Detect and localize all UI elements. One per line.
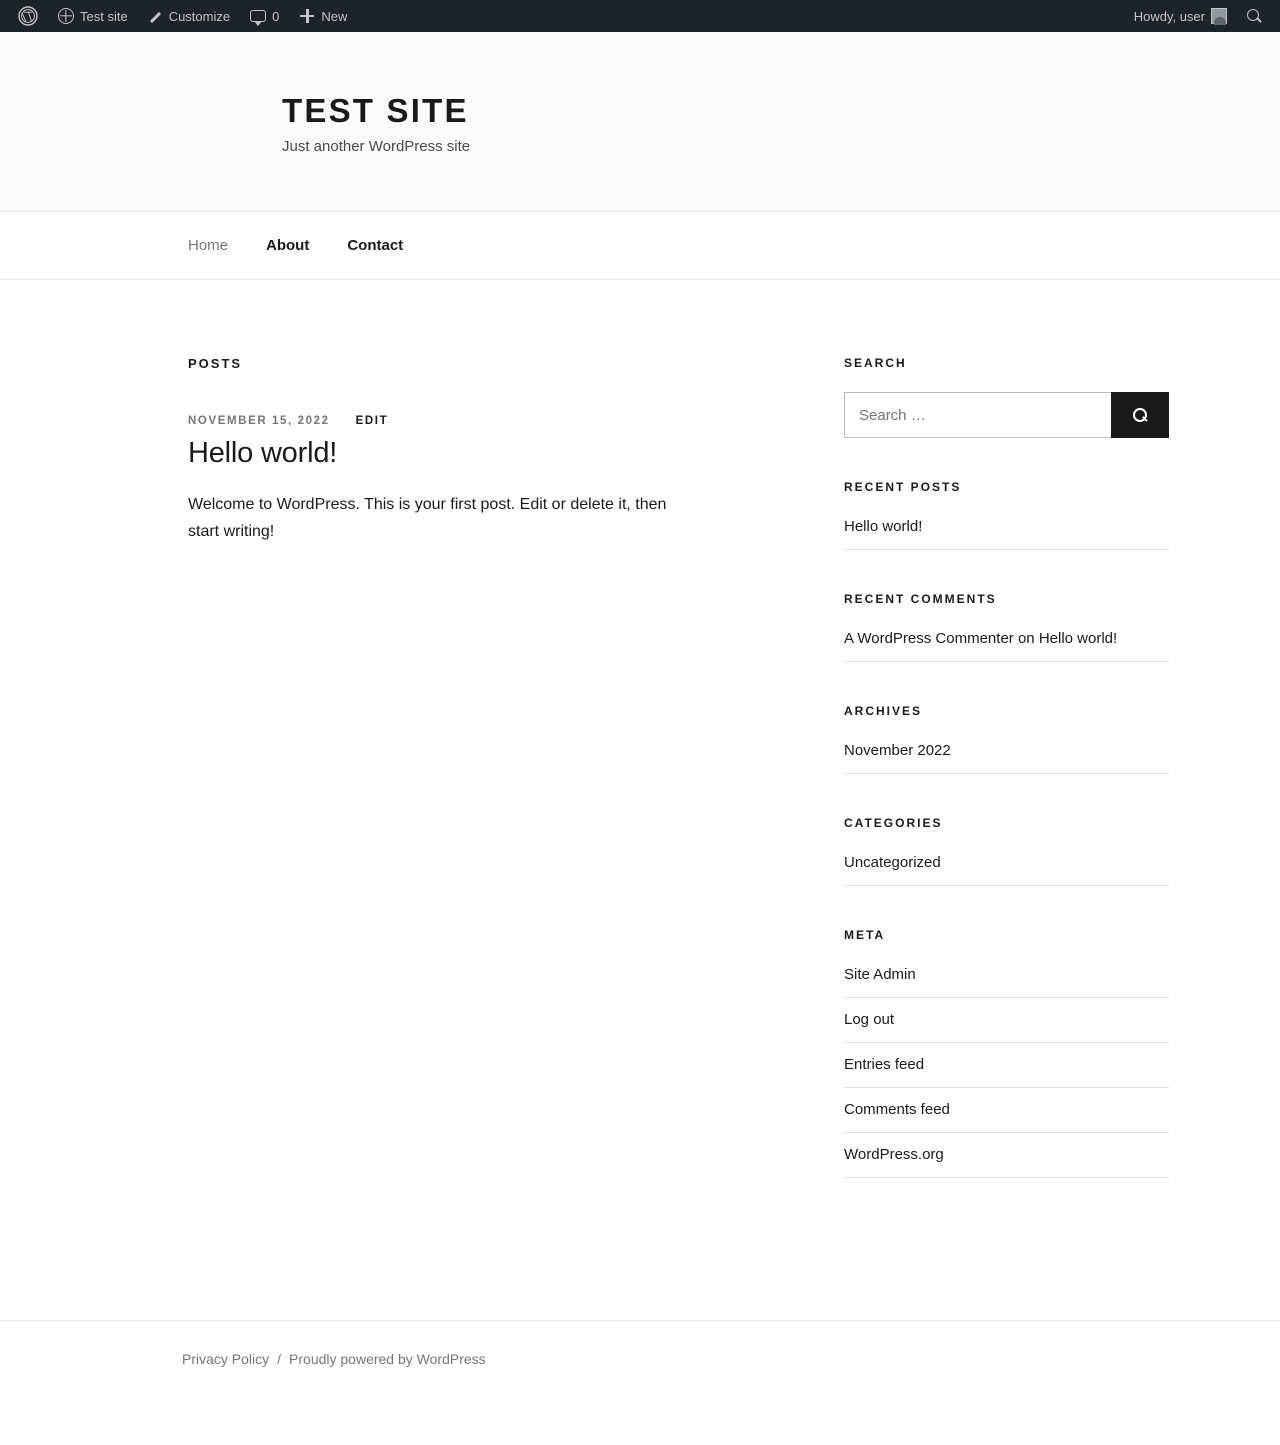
nav-item-home[interactable] — [188, 237, 228, 255]
adminbar-item-comments[interactable] — [240, 0, 289, 32]
primary-navigation — [0, 212, 1280, 280]
avatar — [1211, 8, 1227, 24]
comment-icon — [250, 10, 266, 22]
adminbar-new-label: New — [321, 8, 348, 24]
post-date-link[interactable]: NOVEMBER 15, 2022 — [188, 415, 330, 427]
widget-meta — [844, 928, 1169, 1178]
archive-link[interactable]: November 2022 — [844, 742, 951, 759]
posts-section-heading: POSTS — [188, 356, 243, 371]
search-icon — [1247, 9, 1262, 24]
list-item[interactable] — [844, 964, 1169, 998]
post-article — [188, 415, 764, 545]
widget-archives-title: ARCHIVES — [844, 704, 923, 718]
category-link[interactable]: Uncategorized — [844, 854, 941, 871]
list-item[interactable] — [844, 1088, 1169, 1133]
page-title[interactable]: TEST SITE — [282, 92, 469, 129]
post-excerpt: Welcome to WordPress. This is your first post. Edit or delete it, then start writing! — [188, 496, 667, 540]
meta-link-log-out[interactable]: Log out — [844, 1011, 895, 1028]
search-icon — [1133, 408, 1148, 423]
adminbar-comment-count: 0 — [272, 8, 280, 24]
nav-link-home[interactable]: Home — [188, 237, 229, 254]
recent-posts-list — [844, 516, 1169, 550]
adminbar-item-site[interactable] — [48, 0, 138, 32]
site-tagline: Just another WordPress site — [282, 138, 471, 155]
list-item[interactable] — [844, 852, 1169, 886]
widget-archives — [844, 704, 1169, 774]
sidebar — [844, 356, 1169, 1220]
widget-recent-posts-title: RECENT POSTS — [844, 480, 962, 494]
comment-post-link[interactable]: Hello world! — [1038, 630, 1118, 647]
nav-item-about[interactable] — [266, 237, 309, 255]
post-title-link[interactable]: Hello world! — [188, 437, 338, 469]
list-item[interactable] — [844, 516, 1169, 550]
meta-link-comments-feed[interactable]: Comments feed — [844, 1101, 950, 1118]
archives-list — [844, 740, 1169, 774]
search-submit-button[interactable] — [1111, 392, 1169, 438]
recent-comments-list — [844, 628, 1169, 662]
list-item[interactable] — [844, 1133, 1169, 1178]
pencil-icon — [148, 9, 163, 24]
list-item[interactable] — [844, 998, 1169, 1043]
adminbar-howdy-label: Howdy, user — [1133, 8, 1205, 24]
plus-icon — [299, 8, 315, 24]
admin-bar — [0, 0, 1280, 32]
widget-search — [844, 356, 1169, 438]
site-header — [0, 32, 1280, 212]
post-edit-link[interactable]: EDIT — [355, 415, 389, 427]
list-item[interactable] — [844, 740, 1169, 774]
nav-link-about[interactable]: About — [266, 237, 310, 254]
footer-separator: / — [277, 1351, 282, 1367]
meta-list — [844, 964, 1169, 1178]
nav-link-contact[interactable]: Contact — [347, 237, 404, 254]
adminbar-item-customize[interactable] — [138, 0, 240, 32]
widget-search-title: SEARCH — [844, 356, 907, 370]
dashboard-icon — [58, 8, 74, 24]
categories-list — [844, 852, 1169, 886]
comment-author-link[interactable]: A WordPress Commenter — [844, 630, 1014, 647]
widget-recent-comments-title: RECENT COMMENTS — [844, 592, 997, 606]
content-area — [0, 280, 1280, 1320]
footer-credit-link[interactable]: Proudly powered by WordPress — [289, 1351, 486, 1367]
nav-item-contact[interactable] — [347, 237, 403, 255]
meta-link-site-admin[interactable]: Site Admin — [844, 966, 916, 983]
search-input[interactable] — [844, 392, 1111, 438]
widget-categories — [844, 816, 1169, 886]
wordpress-logo-icon[interactable] — [8, 0, 48, 32]
post-title — [188, 437, 764, 470]
list-item[interactable] — [844, 628, 1169, 662]
meta-link-wordpress-org[interactable]: WordPress.org — [844, 1146, 944, 1163]
post-meta — [188, 415, 764, 427]
adminbar-account[interactable] — [1124, 0, 1237, 32]
main-content — [188, 356, 764, 545]
adminbar-customize-label: Customize — [168, 8, 231, 24]
widget-meta-title: META — [844, 928, 886, 942]
widget-categories-title: CATEGORIES — [844, 816, 943, 830]
widget-recent-comments — [844, 592, 1169, 662]
list-item[interactable] — [844, 1043, 1169, 1088]
footer-privacy-link[interactable]: Privacy Policy — [182, 1351, 270, 1367]
adminbar-item-new[interactable] — [289, 0, 357, 32]
recent-post-link[interactable]: Hello world! — [844, 518, 923, 535]
meta-link-entries-feed[interactable]: Entries feed — [844, 1056, 925, 1073]
adminbar-site-label: Test site — [80, 8, 128, 24]
comment-on-label: on — [1017, 630, 1035, 647]
widget-recent-posts — [844, 480, 1169, 550]
site-footer — [0, 1320, 1280, 1397]
search-form — [844, 392, 1169, 438]
adminbar-search-button[interactable] — [1237, 0, 1272, 32]
